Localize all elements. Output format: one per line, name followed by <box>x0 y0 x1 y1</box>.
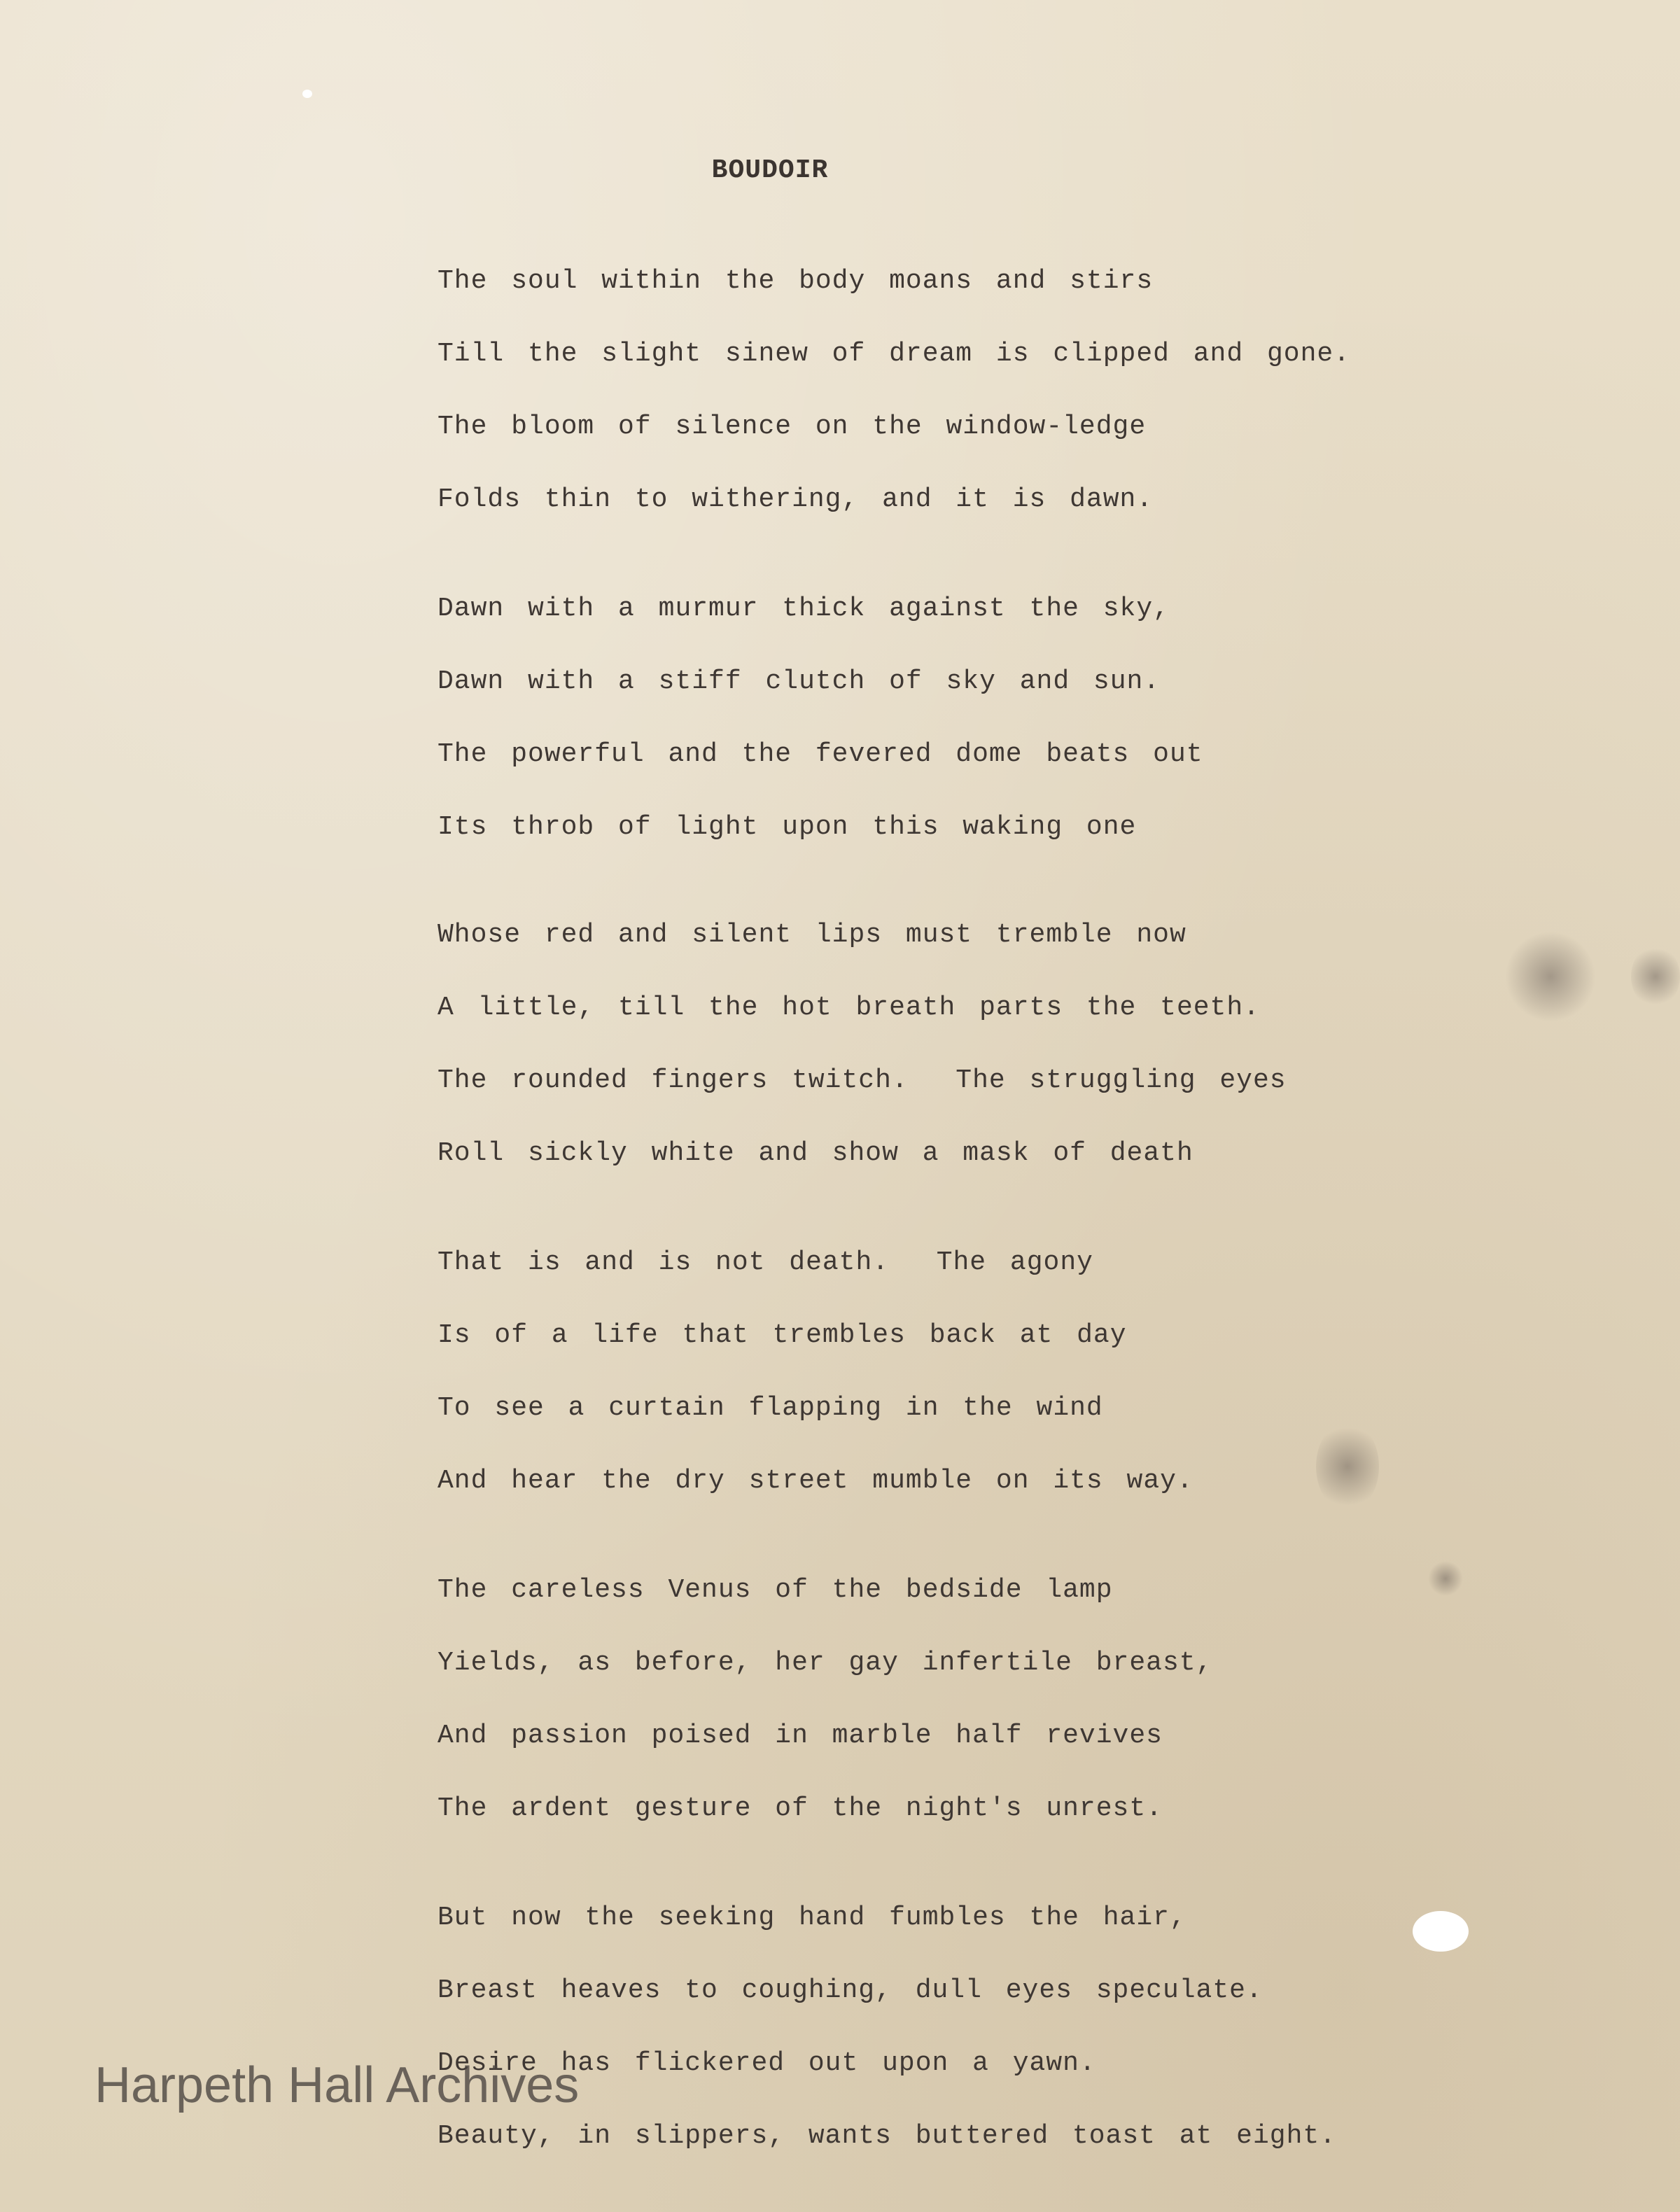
stanza-6 <box>438 1882 1336 2173</box>
poem-line: But now the seeking hand fumbles the hair, <box>438 1903 1186 1933</box>
poem-line: Beauty, in slippers, wants buttered toast at eight. <box>438 2121 1336 2151</box>
stanza-1 <box>438 245 1350 536</box>
poem-line: To see a curtain flapping in the wind <box>438 1393 1103 1423</box>
poem-line: Dawn with a murmur thick against the sky, <box>438 594 1170 624</box>
paper-speck <box>302 90 312 98</box>
fingerprint-smudge <box>1428 1561 1463 1596</box>
stanza-5 <box>438 1554 1212 1845</box>
poem-line: And hear the dry street mumble on its way. <box>438 1466 1194 1496</box>
stanza-3 <box>438 899 1287 1190</box>
poem-line: That is and is not death. The agony <box>438 1247 1093 1278</box>
fingerprint-smudge <box>1316 1421 1379 1512</box>
poem-line: Is of a life that trembles back at day <box>438 1320 1127 1350</box>
poem-line: Yields, as before, her gay infertile breast, <box>438 1648 1213 1678</box>
stanza-4 <box>438 1226 1194 1518</box>
poem-line: The bloom of silence on the window-ledge <box>438 412 1147 442</box>
fingerprint-smudge <box>1505 931 1596 1022</box>
poem-line: The careless Venus of the bedside lamp <box>438 1575 1113 1605</box>
poem-line: Folds thin to withering, and it is dawn. <box>438 484 1154 514</box>
poem-title: BOUDOIR <box>711 155 829 186</box>
archive-watermark: Harpeth Hall Archives <box>94 2057 580 2113</box>
poem-line: And passion poised in marble half revives <box>438 1721 1163 1751</box>
poem-line: Whose red and silent lips must tremble now <box>438 920 1186 950</box>
poem-line: Roll sickly white and show a mask of death <box>438 1138 1194 1168</box>
poem-line: Desire has flickered out upon a yawn. <box>438 2048 1096 2078</box>
poem-line: Breast heaves to coughing, dull eyes speculate. <box>438 1975 1263 2005</box>
poem-line: The rounded fingers twitch. The struggling eyes <box>438 1065 1287 1096</box>
stanza-2 <box>438 573 1203 864</box>
poem-line: Its throb of light upon this waking one <box>438 812 1137 842</box>
poem-line: The powerful and the fevered dome beats out <box>438 739 1203 769</box>
poem-line: A little, till the hot breath parts the teeth. <box>438 993 1260 1023</box>
poem-line: Dawn with a stiff clutch of sky and sun. <box>438 666 1161 696</box>
poem-line: Till the slight sinew of dream is clipped and gone. <box>438 339 1350 369</box>
fingerprint-smudge <box>1631 945 1680 1008</box>
poem-line: The soul within the body moans and stirs <box>438 266 1154 296</box>
paper-hole <box>1413 1911 1469 1952</box>
poem-line: The ardent gesture of the night's unrest. <box>438 1793 1163 1823</box>
